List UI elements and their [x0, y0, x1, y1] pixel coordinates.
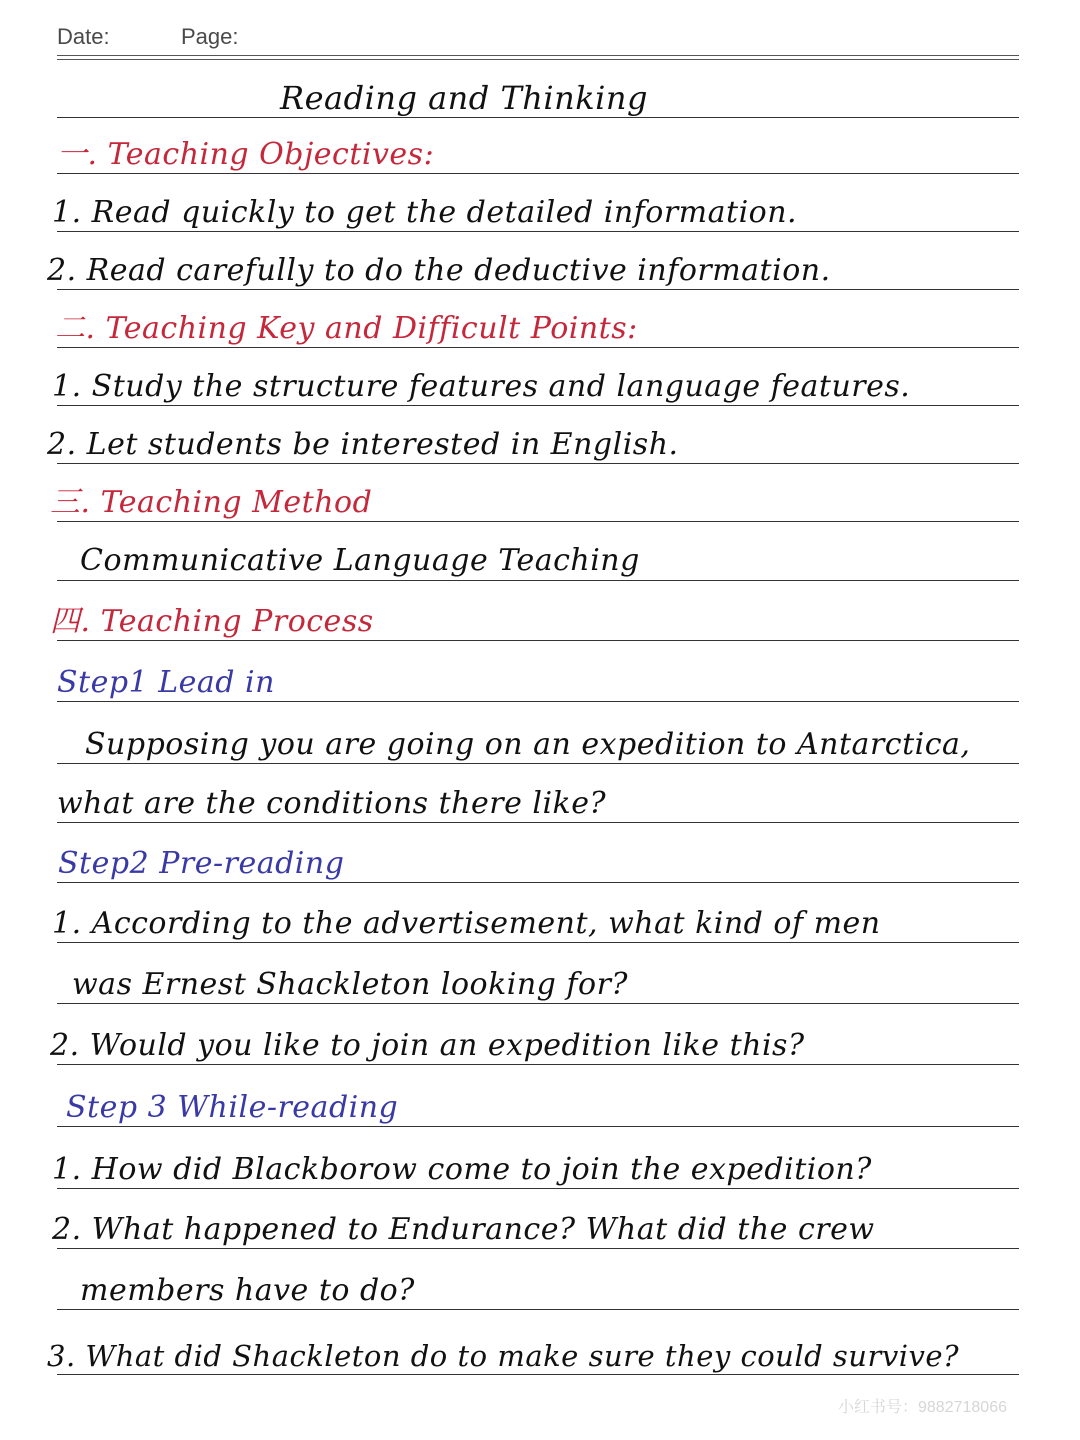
- ruled-line: [57, 173, 1019, 174]
- header-rule-bottom: [57, 59, 1019, 60]
- ruled-line: [57, 942, 1019, 943]
- header-rule-top: [57, 55, 1019, 56]
- step1-line: what are the conditions there like?: [57, 786, 607, 821]
- ruled-line: [57, 1248, 1019, 1249]
- step3-line: members have to do?: [80, 1273, 415, 1308]
- ruled-line: [57, 1309, 1019, 1310]
- ruled-line: [57, 882, 1019, 883]
- watermark: 小红书号：9882718066: [838, 1399, 1007, 1416]
- ruled-line: [57, 822, 1019, 823]
- method-heading: 三. Teaching Method: [50, 485, 373, 520]
- step2-line: 1. According to the advertisement, what kind of men: [52, 906, 881, 941]
- objective-item: 2. Read carefully to do the deductive information.: [47, 253, 831, 288]
- process-heading: 四. Teaching Process: [50, 604, 374, 639]
- step2-heading: Step2 Pre-reading: [58, 846, 345, 881]
- step3-line: 1. How did Blackborow come to join the expedition?: [52, 1152, 872, 1187]
- ruled-line: [57, 231, 1019, 232]
- step3-heading: Step 3 While-reading: [66, 1090, 399, 1125]
- ruled-line: [57, 289, 1019, 290]
- ruled-line: [57, 701, 1019, 702]
- ruled-line: [57, 640, 1019, 641]
- ruled-line: [57, 521, 1019, 522]
- step1-heading: Step1 Lead in: [57, 665, 275, 700]
- key-point-item: 2. Let students be interested in English.: [47, 427, 679, 462]
- step1-line: Supposing you are going on an expedition to Antarctica,: [85, 727, 971, 762]
- step3-line: 2. What happened to Endurance? What did the crew: [52, 1212, 875, 1247]
- date-label: Date:: [57, 24, 110, 49]
- objectives-heading: 一. Teaching Objectives:: [57, 137, 435, 172]
- ruled-line: [57, 463, 1019, 464]
- ruled-line: [57, 1064, 1019, 1065]
- ruled-line: [57, 763, 1019, 764]
- ruled-line: [57, 405, 1019, 406]
- ruled-line: [57, 1374, 1019, 1375]
- ruled-line: [57, 1188, 1019, 1189]
- ruled-line: [57, 580, 1019, 581]
- key-point-item: 1. Study the structure features and language features.: [52, 369, 911, 404]
- page-title: Reading and Thinking: [280, 79, 648, 117]
- ruled-line: [57, 347, 1019, 348]
- key-points-heading: 二. Teaching Key and Difficult Points:: [55, 311, 638, 346]
- step3-line: 3. What did Shackleton do to make sure they could survive?: [47, 1339, 960, 1373]
- ruled-line: [57, 1003, 1019, 1004]
- step2-line: 2. Would you like to join an expedition like this?: [50, 1028, 805, 1063]
- step2-line: was Ernest Shackleton looking for?: [72, 967, 629, 1002]
- ruled-line: [57, 117, 1019, 118]
- objective-item: 1. Read quickly to get the detailed information.: [52, 195, 798, 230]
- page-label: Page:: [181, 24, 239, 49]
- method-text: Communicative Language Teaching: [80, 543, 640, 578]
- ruled-line: [57, 1126, 1019, 1127]
